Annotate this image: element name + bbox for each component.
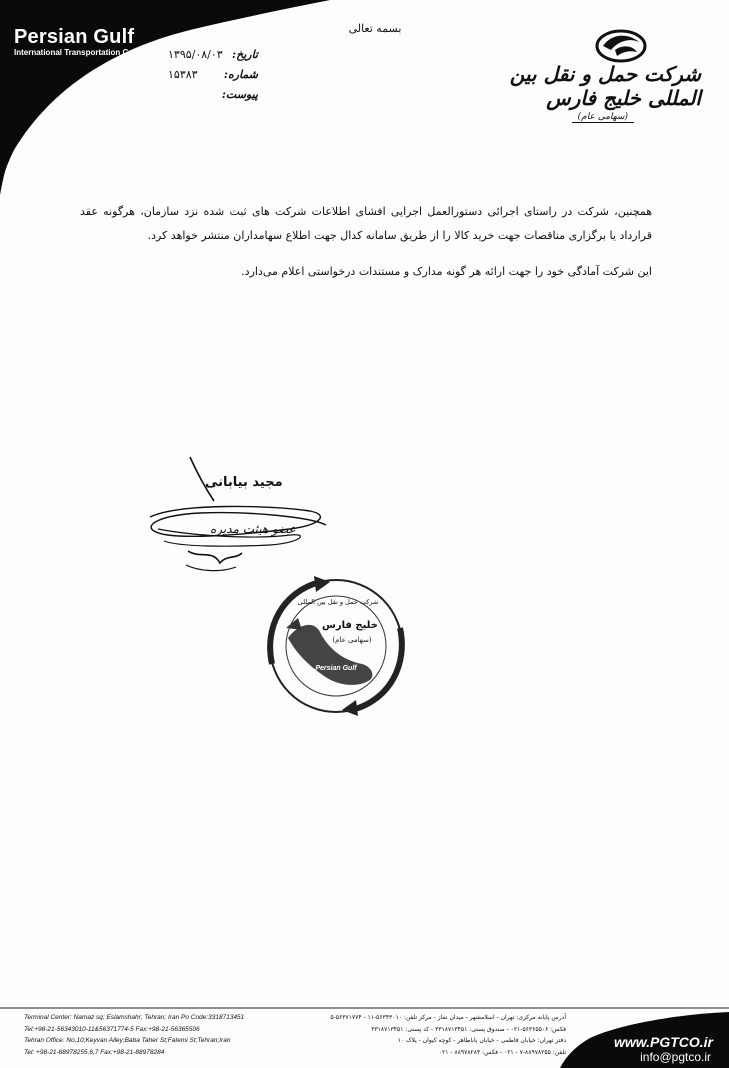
signatory-role: عضو هیئت مدیره [210, 522, 296, 536]
footer-office: Tehran Office: No.10;Keyvan Alley;Baba Taher St;Fatemi St;Tehran;Iran [24, 1037, 231, 1044]
footer-terminal: Terminal Center: Namaz sq; Eslamshahr; Tehran; Iran Po Code:3318713451 [24, 1014, 245, 1021]
footer-email-link[interactable]: info@pgtco.ir [640, 1050, 711, 1064]
company-name: شرکت حمل و نقل بین المللی خلیج فارس [509, 62, 701, 110]
brand-subtitle: International Transportation Co. [14, 48, 136, 57]
stamp-text-company: شرکت حمل و نقل بین المللی [297, 598, 379, 606]
letter-body [80, 200, 652, 296]
footer-fa-line-3: دفتر تهران: خیابان فاطمی - خیابان باباطاهر - کوچه کیوان - پلاک ۱۰ [397, 1037, 566, 1044]
number-value: ۱۵۳۸۳ [168, 68, 198, 81]
company-logo-icon [593, 24, 647, 64]
footer-office-tel: Tel: +98-21-88978255,6,7 Fax:+98-21-88978284 [24, 1048, 165, 1056]
date-label: تاریخ: [232, 48, 258, 61]
footer-website-link[interactable]: www.PGTCO.ir [613, 1034, 713, 1050]
basmala: بسمه تعالی [348, 22, 402, 35]
number-row [168, 68, 258, 88]
company-stamp [258, 568, 414, 724]
footer-persian-contacts [310, 1012, 566, 1058]
signatory-name: مجید بیابانی [205, 475, 283, 490]
date-value: ۱۳۹۵/۰۸/۰۳ [168, 48, 223, 61]
attachment-row [168, 88, 258, 108]
number-label: شماره: [223, 68, 258, 81]
footer-fa-line-4: تلفن: ۸۸۹۷۸۲۵۵-۷ - ۰۲۱ - فکس: ۸۸۹۷۸۲۸۴ - ۰۲۱ [438, 1048, 566, 1056]
attachment-label: پیوست: [221, 88, 258, 101]
company-type: (سهامی عام) [572, 112, 634, 123]
body-paragraph-2: این شرکت آمادگی خود را جهت ارائه هر گونه مدارک و مستندات درخواستی اعلام می‌دارد. [241, 265, 652, 278]
letter-footer [0, 1004, 729, 1068]
footer-terminal-tel: Tel:+98-21-56343010-11&56371774-5 Fax:+98-21-56365506 [24, 1025, 200, 1033]
body-paragraph-1: همچنین، شرکت در راستای اجرائی دستورالعمل اجرایی افشای اطلاعات شرکت های ثبت شده نزد سازمان، هرگونه عقد قرارداد یا برگزاری مناقصات جهت خرید کالا را از طریق سامانه کدال جهت اطلاع سهامداران منتشر خواهد کرد. [80, 205, 652, 242]
footer-fa-line-2: فکس: ۵۶۳۶۵۵۰۶-۰۲۱ - صندوق پستی: ۳۳۱۸۷۱۳۴۵۱ - کد پستی: ۳۳۱۸۷۱۳۴۵۱ [371, 1025, 566, 1033]
stamp-text-brand: Persian Gulf [315, 665, 357, 672]
date-row [168, 48, 258, 68]
footer-fa-line-1: آدرس پایانه مرکزی: تهران - اسلامشهر - میدان نماز - مرکز تلفن: ۵۶۳۴۳۰۱۰-۱۱ - ۵۶۳۷۱۷۷۴-۵ [330, 1014, 566, 1021]
letter-meta [168, 48, 258, 108]
footer-english-contacts [24, 1012, 304, 1058]
brand-title: Persian Gulf [14, 26, 135, 48]
stamp-text-type: (سهامی عام) [332, 636, 372, 644]
stamp-text-name: خلیج فارس [322, 620, 378, 631]
